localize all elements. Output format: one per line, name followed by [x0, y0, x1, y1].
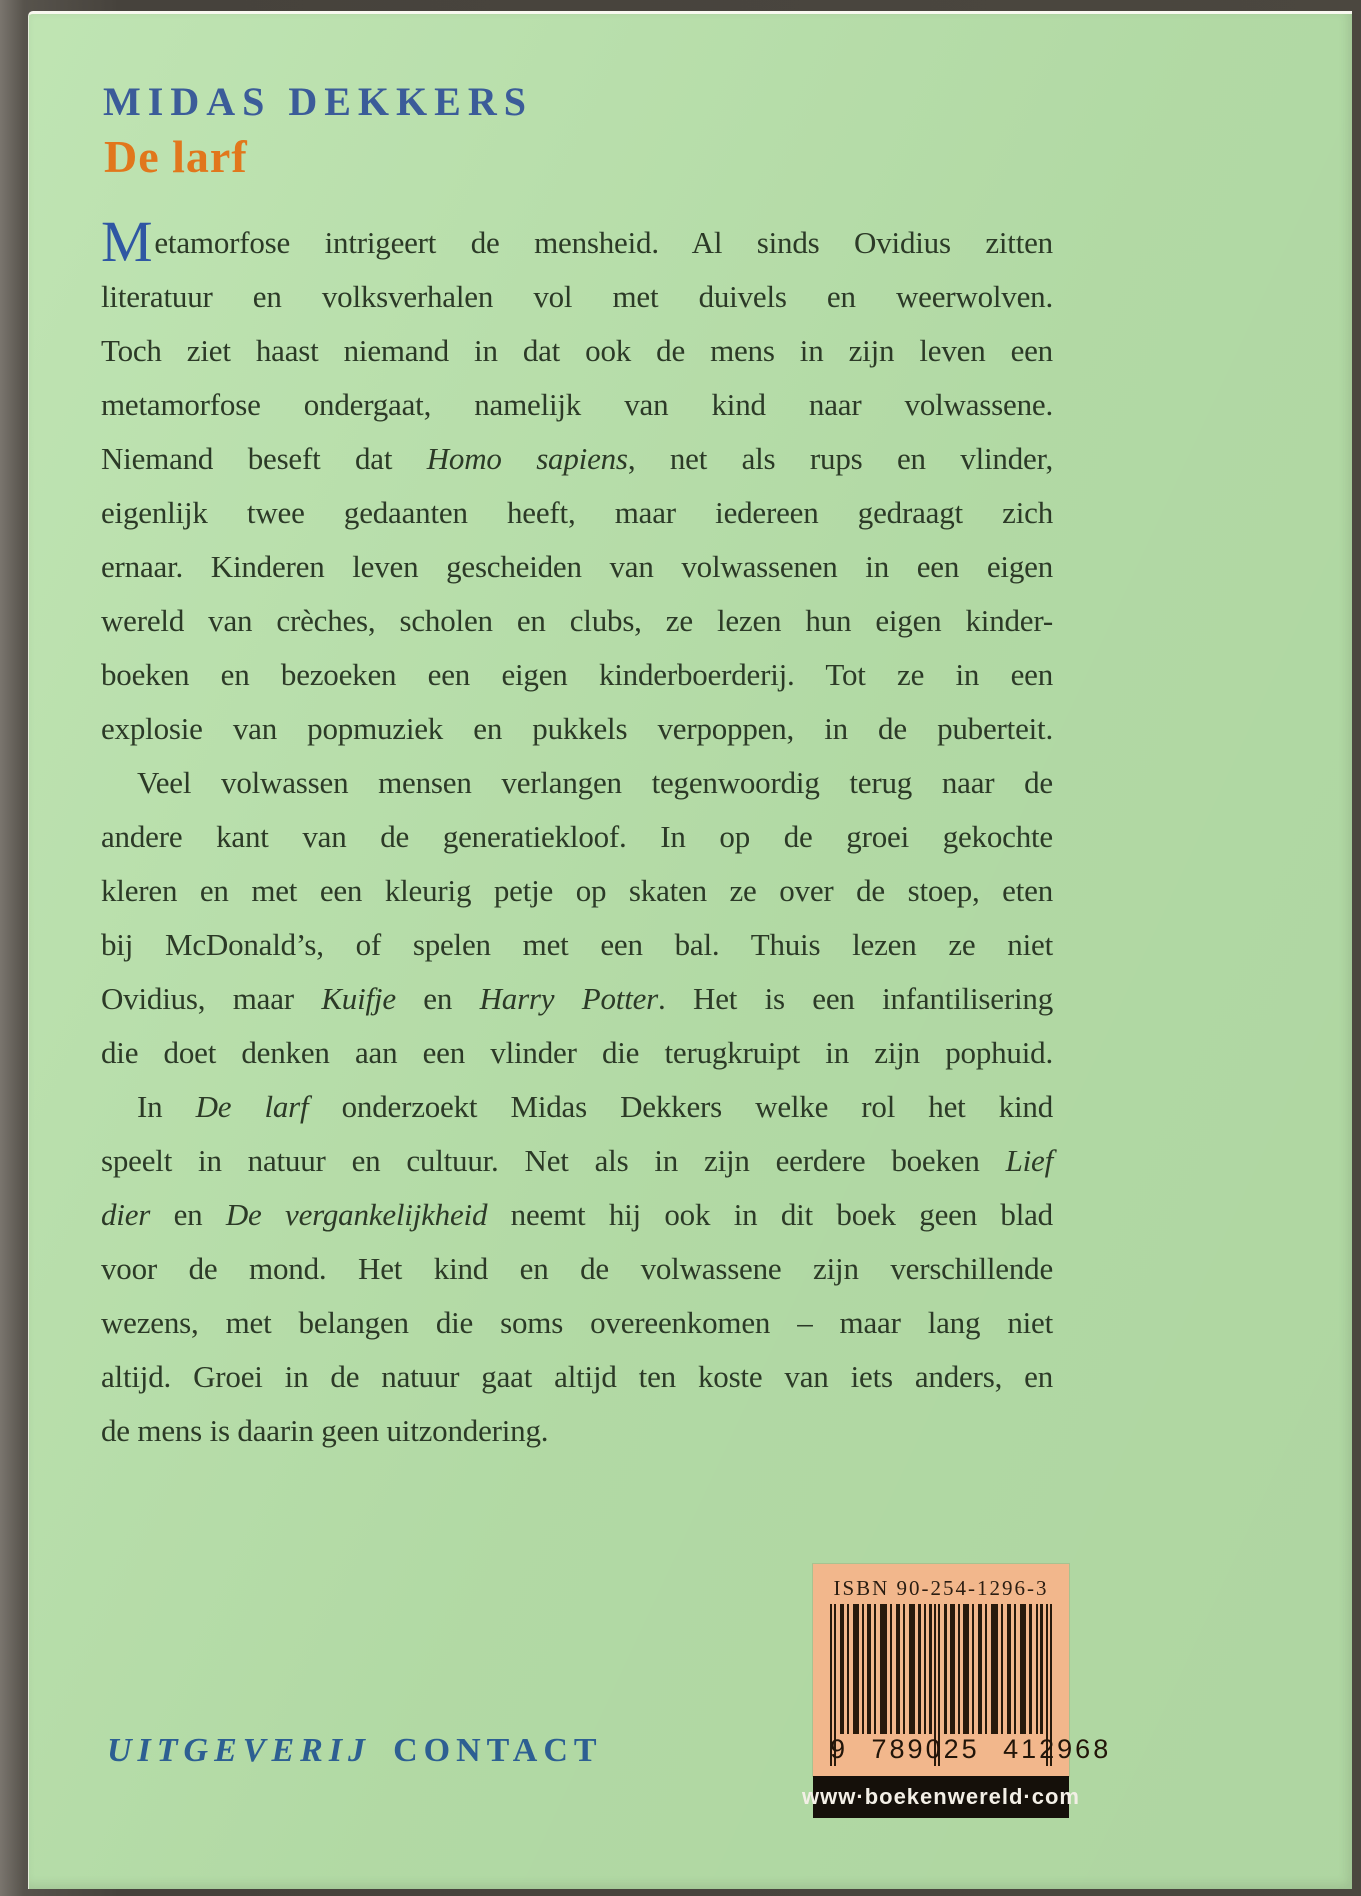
ean-barcode: [830, 1604, 1112, 1768]
blurb-line: kleren en met een kleurig petje op skaten ze over de stoep, eten: [101, 873, 1053, 908]
blurb-line: ernaar. Kinderen leven gescheiden van volwassenen in een eigen: [101, 549, 1053, 584]
blurb-line: de mens is daarin geen uitzondering.: [101, 1413, 549, 1448]
blurb-line: altijd. Groei in de natuur gaat altijd ten koste van iets anders, en: [101, 1359, 1053, 1394]
blurb-line: Ovidius, maar Kuifje en Harry Potter. Het is een infantilisering: [101, 981, 1053, 1016]
blurb-line: boeken en bezoeken een eigen kinderboerderij. Tot ze in een: [101, 657, 1053, 692]
blurb-line: Metamorfose intrigeert de mensheid. Al sinds Ovidius zitten: [101, 209, 1053, 274]
blurb-line: speelt in natuur en cultuur. Net als in zijn eerdere boeken Lief: [101, 1143, 1053, 1178]
blurb-line: explosie van popmuziek en pukkels verpoppen, in de puberteit.: [101, 711, 1053, 746]
publisher-name-roman: CONTACT: [393, 1732, 603, 1769]
blurb-line: Toch ziet haast niemand in dat ook de mens in zijn leven een: [101, 333, 1053, 368]
blurb-paragraph: [101, 756, 1053, 1080]
blurb-line: metamorfose ondergaat, namelijk van kind naar volwassene.: [101, 387, 1053, 422]
blurb-line: literatuur en volksverhalen vol met duivels en weerwolven.: [101, 279, 1053, 314]
blurb-line: wezens, met belangen die soms overeenkomen – maar lang niet: [101, 1305, 1053, 1340]
barcode-panel: [802, 1564, 1112, 1818]
blurb-line: bij McDonald’s, of spelen met een bal. Thuis lezen ze niet: [101, 927, 1053, 962]
website-bar: [802, 1776, 1080, 1818]
book-title: De larf: [104, 131, 248, 182]
blurb: [101, 209, 1054, 1458]
blurb-line: Niemand beseft dat Homo sapiens, net als rups en vlinder,: [101, 441, 1054, 476]
publisher-name-italic: UITGEVERIJ: [107, 1732, 372, 1769]
isbn-label: ISBN 90-254-1296-3: [833, 1576, 1049, 1600]
blurb-line: voor de mond. Het kind en de volwassene zijn verschillende: [101, 1251, 1053, 1286]
book-cover: [28, 11, 1352, 1889]
blurb-paragraph: [101, 209, 1054, 756]
blurb-line: eigenlijk twee gedaanten heeft, maar iedereen gedraagt zich: [101, 495, 1053, 530]
barcode-background: [813, 1564, 1112, 1776]
website-url: www·boekenwereld·com: [802, 1784, 1080, 1809]
author-name: MIDAS DEKKERS: [103, 79, 533, 124]
blurb-line: dier en De vergankelijkheid neemt hij ook in dit boek geen blad: [101, 1197, 1053, 1232]
blurb-line: Veel volwassen mensen verlangen tegenwoordig terug naar de: [137, 765, 1053, 800]
blurb-paragraph: [101, 1080, 1053, 1458]
publisher-logo: [107, 1732, 603, 1770]
blurb-line: In De larf onderzoekt Midas Dekkers welke rol het kind: [137, 1089, 1053, 1124]
blurb-line: andere kant van de generatiekloof. In op de groei gekochte: [101, 819, 1053, 854]
blurb-line: wereld van crèches, scholen en clubs, ze lezen hun eigen kinder-: [101, 603, 1053, 638]
dropcap-letter: M: [101, 209, 153, 274]
blurb-line: die doet denken aan een vlinder die terugkruipt in zijn pophuid.: [101, 1035, 1053, 1070]
ean-number: 9 789025 412968: [830, 1734, 1112, 1764]
